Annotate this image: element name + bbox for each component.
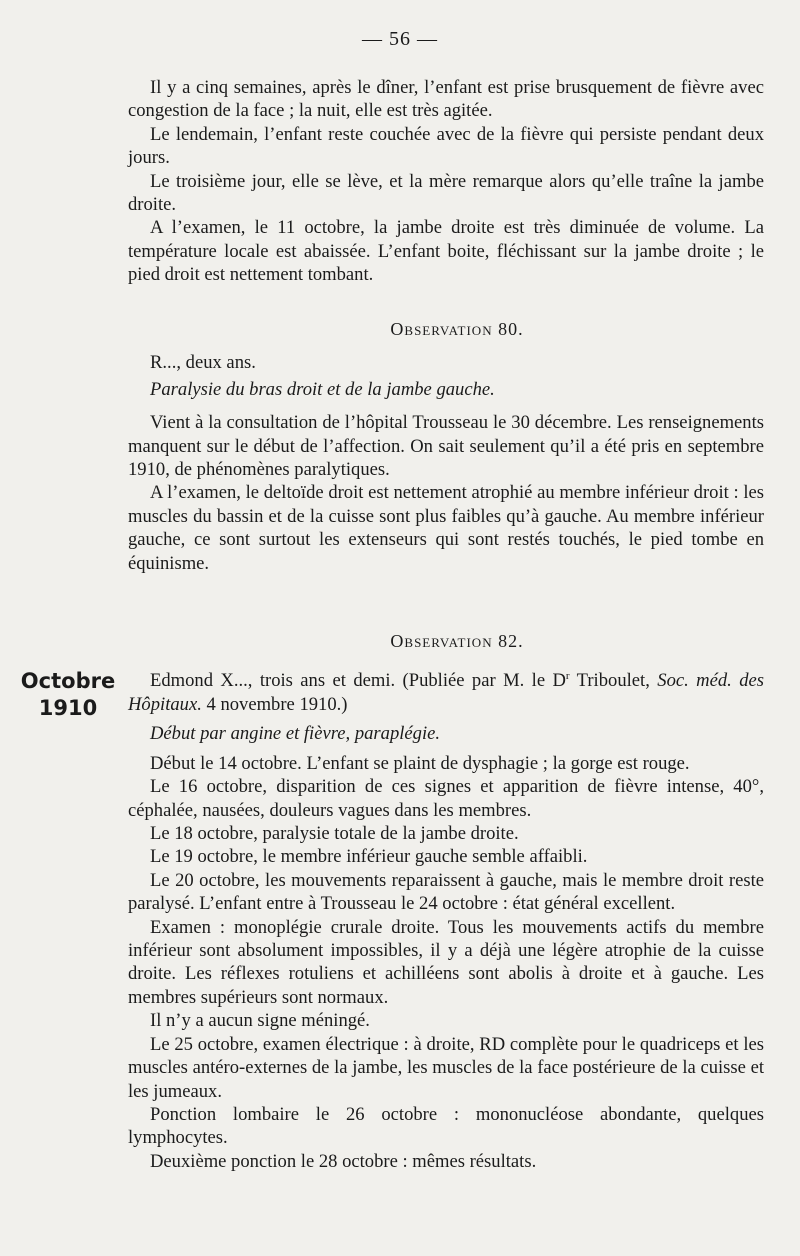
paragraph: Le 19 octobre, le membre inférieur gauche semble affaibli.: [150, 846, 588, 868]
observation-heading: Observation 82.: [390, 631, 524, 651]
paragraph: Il y a cinq semaines, après le dîner, l’enfant est prise brusquement de fièvre avec congestion de la face ; la nuit, elle est très agitée.: [128, 77, 764, 122]
page-number: — 56 —: [362, 28, 438, 50]
paragraph: A l’examen, le deltoïde droit est nettement atrophié au membre inférieur droit : les muscles du bassin et de la cuisse sont plus faibles qu’à gauche. Au membre inférieur gauche, ce sont surtout les extenseurs qui sont restés touchés, le pied tombe en équinisme.: [128, 482, 764, 574]
observation-82: [128, 630, 764, 1173]
paragraph: Il n’y a aucun signe méningé.: [150, 1010, 370, 1032]
paragraph: Le 25 octobre, examen électrique : à droite, RD complète pour le quadriceps et les muscles antéro-externes de la jambe, les muscles de la face postérieure de la cuisse et les jumeaux.: [128, 1033, 764, 1102]
paragraph: Le 20 octobre, les mouvements reparaissent à gauche, mais le membre droit reste paralysé. L’enfant entre à Trousseau le 24 octobre : état général excellent.: [128, 869, 764, 915]
margin-date-note: [12, 668, 124, 722]
paragraph: Ponction lombaire le 26 octobre : mononucléose abondante, quelques lymphocytes.: [128, 1103, 764, 1149]
patient-line: R..., deux ans.: [150, 352, 256, 374]
patient-line: [128, 665, 764, 716]
margin-month: Octobre: [20, 669, 116, 693]
observation-heading: Observation 80.: [390, 319, 524, 339]
paragraph: Examen : monoplégie crurale droite. Tous les mouvements actifs du membre inférieur sont absolument impossibles, il y a déjà une légère atrophie de la cuisse droite. Les réflexes rotuliens et achilléens sont abolis à droite et à gauche. Les membres supérieurs sont normaux.: [128, 916, 764, 1008]
patient-text: Edmond X..., trois ans et demi. (Publiée par M. le D: [150, 670, 566, 692]
patient-text: Triboulet,: [569, 670, 658, 692]
paragraph: Le 16 octobre, disparition de ces signes et apparition de fièvre intense, 40°, céphalée, nausées, douleurs vagues dans les membres.: [128, 776, 764, 821]
observation-subtitle: Début par angine et fièvre, paraplégie.: [150, 723, 441, 745]
patient-text: 4 novembre 1910.): [201, 694, 348, 715]
observation-subtitle: Paralysie du bras droit et de la jambe gauche.: [150, 378, 495, 400]
paragraph: A l’examen, le 11 octobre, la jambe droite est très diminuée de volume. La température locale est abaissée. L’enfant boite, fléchissant sur la jambe droite ; le pied droit est nettement tombant.: [128, 217, 764, 286]
paragraph: Début le 14 octobre. L’enfant se plaint de dysphagie ; la gorge est rouge.: [150, 752, 690, 774]
paragraph: Vient à la consultation de l’hôpital Trousseau le 30 décembre. Les renseignements manquent sur le début de l’affection. On sait seulement qu’il a été pris en septembre 1910, de phénomènes paralytiques.: [128, 412, 764, 481]
paragraph: Le troisième jour, elle se lève, et la mère remarque alors qu’elle traîne la jambe droite.: [128, 170, 764, 216]
paragraph: Deuxième ponction le 28 octobre : mêmes résultats.: [150, 1150, 537, 1172]
doctor-abbrev-sup: r: [565, 670, 570, 683]
observation-continuation: [128, 76, 764, 287]
paragraph: Le lendemain, l’enfant reste couchée avec de la fièvre qui persiste pendant deux jours.: [128, 123, 764, 169]
paragraph: Le 18 octobre, paralysie totale de la jambe droite.: [150, 823, 519, 845]
margin-year: 1910: [38, 696, 98, 720]
observation-80: [128, 318, 764, 575]
journal-name: Soc. méd. des Hôpitaux.: [128, 670, 764, 715]
